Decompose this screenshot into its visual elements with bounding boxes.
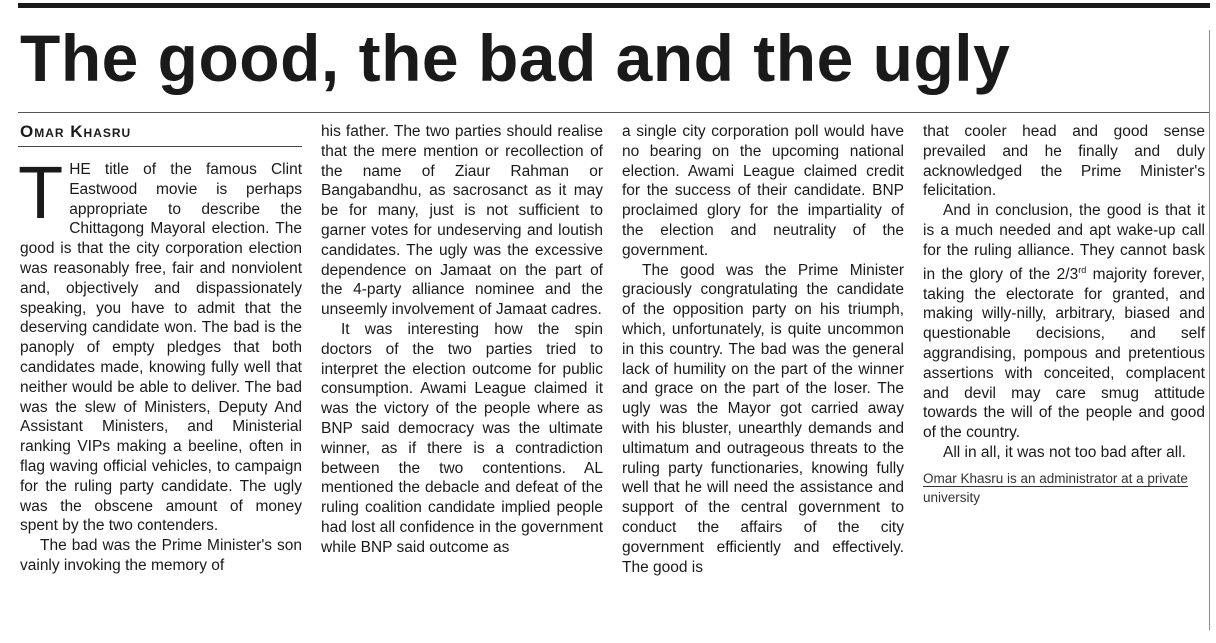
paragraph: his father. The two parties should realise that the mere mention or recollection of the name of Ziaur Rahman or Bangabandhu, as sacrosanct as it may be for many, just is not sufficient to garner votes for undeserving and loutish candidates. The ugly was the excessive dependence on Jamaat on the part of the 4-party alliance nominee and the unseemly involvement of Jamaat cadres. — [321, 123, 603, 319]
paragraph: All in all, it was not too bad after all. — [943, 443, 1186, 461]
page-edge — [1209, 30, 1214, 630]
byline-rule — [18, 146, 302, 147]
paragraph-text: And in conclusion, the good is that it is a much needed and apt wake-up call for the ruling alliance. They cannot bask in the glory of the 2/3 — [923, 202, 1205, 283]
paragraph-text: majority forever, taking the electorate for granted, and making willy-nilly, arbitrary, biased and questionable decisions, and self aggrandising, pompous and pretentious assertions with conceited, complacent and devil may care smug attitude towards the will of the people and good of the country. — [923, 265, 1205, 442]
paragraph: The bad was the Prime Minister's son vainly invoking the memory of — [20, 537, 302, 574]
headline: The good, the bad and the ugly — [20, 21, 1011, 95]
top-rule — [18, 3, 1210, 8]
paragraph: The good was the Prime Minister graciously congratulating the candidate of the opposition party on his triumph, which, unfortunately, is quite uncommon in this country. The bad was the general lack of humility on the part of the winner and grace on the part of the loser. The ugly was the Mayor got carried away with his bluster, unearthly demands and ultimatum and outrageous threats to the ruling party functionaries, knowing fully well that he will need the assistance and support of the central government to conduct the affairs of the city government efficiently and effectively. The good is — [622, 261, 904, 576]
byline: Omar Khasru — [20, 122, 132, 141]
column-2 — [321, 122, 603, 558]
paragraph: that cooler head and good sense prevailed and he finally and duly acknowledged the Prime Minister's felicitation. — [923, 123, 1205, 200]
paragraph-text: HE title of the famous Clint Eastwood movie is perhaps appropriate to describe the Chittagong Mayoral election. The good is that the city corporation election was reasonably free, fair and nonviolent and, objectively and dispassionately speaking, you have to admit that the deserving candidate won. The bad is the panoply of empty pledges that both candidates made, knowing fully well that neither would be able to deliver. The bad was the slew of Ministers, Deputy And Assistant Ministers, and Ministerial ranking VIPs making a beeline, often in flag waving official vehicles, to campaign for the ruling party candidate. The ugly was the obscene amount of money spent by the two contenders. — [20, 161, 302, 535]
author-note-line: university — [923, 489, 981, 505]
column-1 — [18, 151, 302, 576]
paragraph: It was interesting how the spin doctors of the two parties tried to interpret the election outcome for public consumption. Awami League claimed it was the victory of the people where as BNP said democracy was the ultimate winner, as if there is a contradiction between the two contentions. AL mentioned the debacle and defeat of the ruling coalition candidate implied people had lost all confidence in the government while BNP said outcome as — [321, 320, 603, 556]
column-4 — [923, 122, 1205, 507]
drop-cap: T — [18, 151, 64, 234]
headline-rule — [18, 112, 1210, 113]
column-3 — [622, 122, 904, 577]
author-note — [923, 469, 1205, 507]
paragraph — [923, 201, 1205, 443]
ordinal-suffix: rd — [1078, 264, 1087, 275]
author-note-line: Omar Khasru is an administrator at a private — [923, 470, 1188, 486]
paragraph: a single city corporation poll would have no bearing on the upcoming national election. Awami League claimed credit for the success of their candidate. BNP proclaimed glory for the impartiality of the election and neutrality of the government. — [622, 123, 904, 259]
paragraph — [18, 151, 302, 536]
